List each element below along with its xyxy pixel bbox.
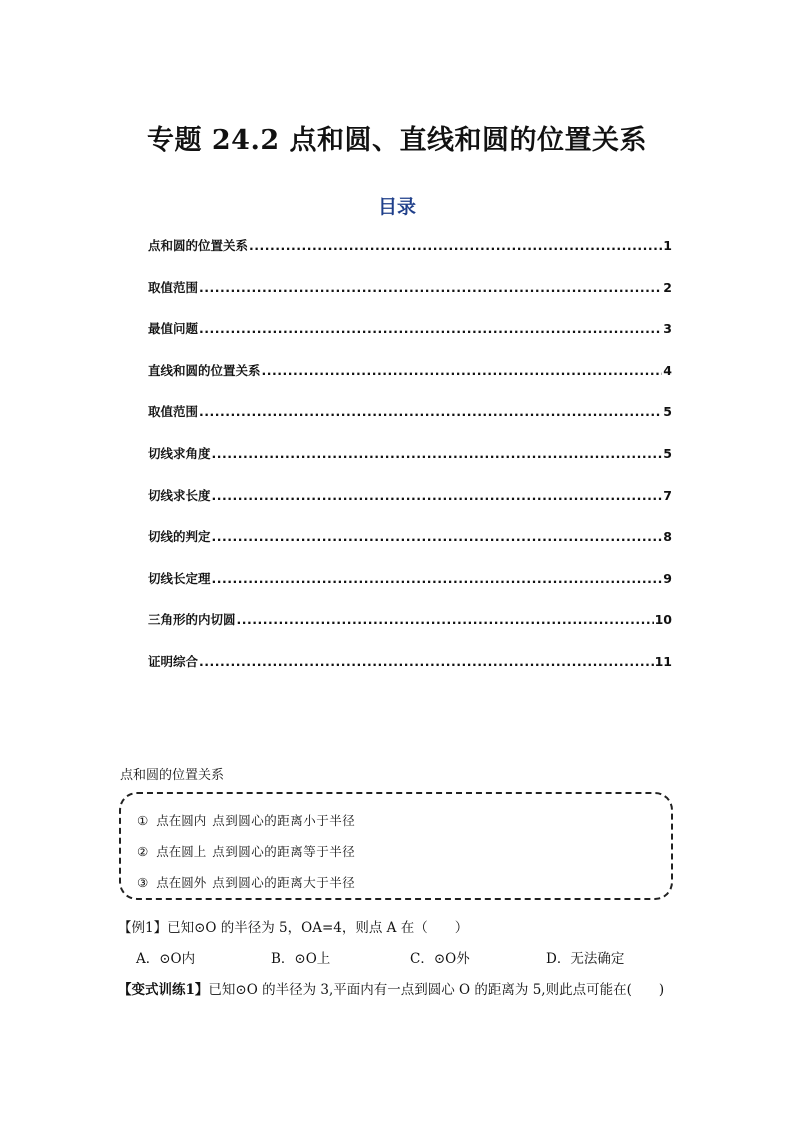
example-tag: 【例1】 [118,920,168,936]
toc-entry[interactable] [148,569,672,611]
toc-dot-leader [249,238,662,253]
exercise-question [118,978,664,998]
exercise-tag: 【变式训练1】 [118,982,209,998]
toc-entry-label: 切线求长度 [148,487,211,503]
rule-number: ③ [137,875,149,890]
rules-box [119,792,673,900]
toc-entry-page: 8 [663,529,672,545]
rule-row [137,842,355,860]
example-text: 已知⊙O 的半径为 5，OA=4，则点 A 在（ ） [167,920,469,936]
rule-case: 点在圆上 [156,844,207,859]
toc-heading: 目录 [377,196,416,218]
toc-entry-label: 最值问题 [148,321,199,337]
toc-entry-page: 4 [663,362,672,378]
toc-entry[interactable] [148,278,672,320]
rule-case: 点在圆内 [156,813,207,828]
toc-entry-label: 取值范围 [148,279,199,295]
toc-dot-leader [199,280,662,295]
rule-number: ① [137,813,149,828]
toc-dot-leader [199,404,662,419]
option-d[interactable]: D．无法确定 [546,951,625,967]
toc-dot-leader [262,363,663,378]
toc-entry-page: 9 [663,570,672,586]
rule-row [137,873,355,891]
toc-entry-label: 证明综合 [148,653,199,669]
toc-entry-page: 11 [654,653,672,669]
toc-entry[interactable] [148,444,672,486]
rule-definition: 点到圆心的距离等于半径 [212,844,356,859]
toc-entry[interactable] [148,527,672,569]
toc-entry[interactable] [148,319,672,361]
toc-dot-leader [237,612,654,627]
rule-case: 点在圆外 [156,875,207,890]
example-question [118,916,468,936]
toc-dot-leader [212,529,663,544]
toc-entry-label: 取值范围 [148,404,199,420]
toc-entry[interactable] [148,236,672,278]
option-c[interactable]: C．⊙O外 [410,951,470,967]
toc-entry-label: 切线长定理 [148,570,211,586]
toc-entry-label: 三角形的内切圆 [148,612,236,628]
toc-entry-page: 7 [663,487,672,503]
exercise-text: 已知⊙O 的半径为 3,平面内有一点到圆心 O 的距离为 5,则此点可能在( ) [208,982,665,998]
toc-entry[interactable] [148,652,672,694]
toc-entry-label: 直线和圆的位置关系 [148,362,261,378]
rule-row [137,811,355,829]
toc-entry-page: 1 [663,238,672,253]
document-title: 专题 24.2 点和圆、直线和圆的位置关系 [146,125,648,156]
table-of-contents [148,236,672,694]
toc-entry-label: 点和圆的位置关系 [148,238,249,253]
toc-entry-label: 切线的判定 [148,529,211,545]
rule-number: ② [137,844,149,859]
option-a[interactable]: A．⊙O内 [136,951,196,967]
rule-definition: 点到圆心的距离小于半径 [212,813,356,828]
toc-entry[interactable] [148,361,672,403]
toc-dot-leader [199,321,662,336]
toc-entry[interactable] [148,402,672,444]
toc-entry-page: 2 [663,279,672,295]
toc-entry-page: 5 [663,445,672,461]
toc-entry[interactable] [148,486,672,528]
option-b[interactable]: B．⊙O上 [271,951,331,967]
section-heading: 点和圆的位置关系 [120,768,225,783]
toc-entry-page: 3 [663,321,672,337]
toc-dot-leader [212,488,663,503]
toc-entry[interactable] [148,610,672,652]
toc-dot-leader [199,654,654,669]
toc-entry-label: 切线求角度 [148,445,211,461]
toc-dot-leader [212,446,663,461]
toc-entry-page: 5 [663,404,672,420]
rule-definition: 点到圆心的距离大于半径 [212,875,356,890]
toc-entry-page: 10 [654,612,672,628]
toc-dot-leader [212,571,663,586]
